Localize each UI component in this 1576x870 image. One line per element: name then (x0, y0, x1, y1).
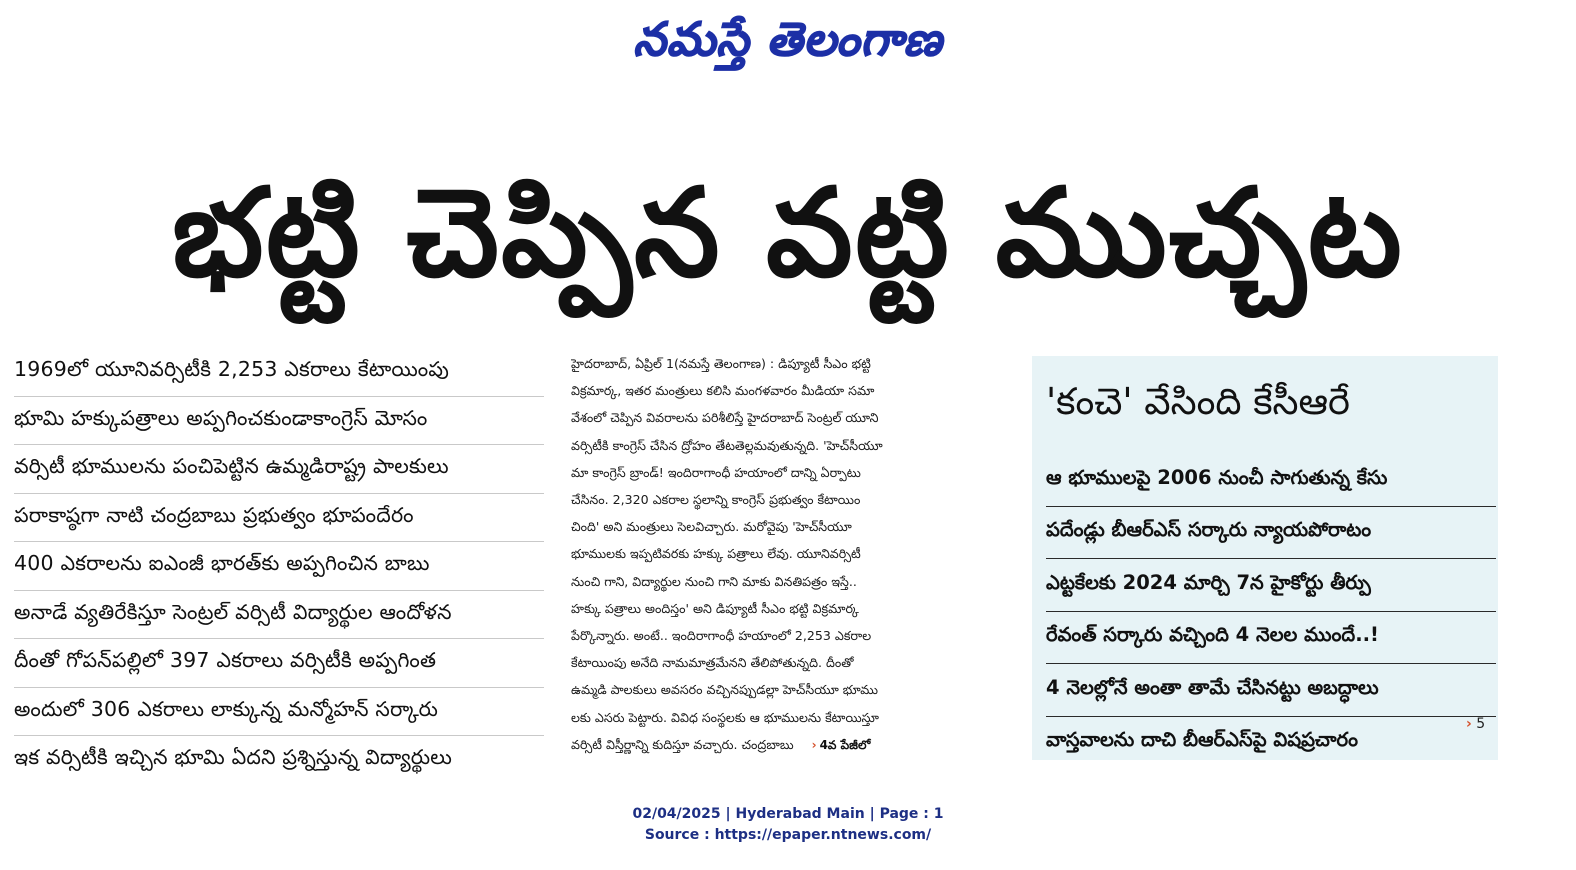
article-line: భూములకు ఇప్పటివరకు హక్కు పత్రాలు లేవు. యూనివర్సిటీ (571, 546, 861, 562)
highlight-line: పరాకాష్ఠగా నాటి చంద్రబాబు ప్రభుత్వం భూపందేరం (14, 494, 544, 543)
edition-info: 02/04/2025 | Hyderabad Main | Page : 1 (632, 806, 944, 822)
article-line: విక్రమార్క, ఇతర మంత్రులు కలిసి మంగళవారం మీడియా సమా (571, 383, 875, 399)
page-reference[interactable] (1466, 716, 1485, 732)
box-point: 4 నెలల్లోనే అంతా తామే చేసినట్టు అబద్ధాలు (1046, 663, 1496, 716)
source-link[interactable]: Source : https://epaper.ntnews.com/ (644, 827, 932, 843)
highlight-line: భూమి హక్కుపత్రాలు అప్పగించకుండాకాంగ్రెస్ మోసం (14, 397, 544, 446)
article-line: లకు ఎసరు పెట్టారు. వివిధ సంస్థలకు ఆ భూములను కేటాయిస్తూ (571, 709, 879, 725)
article-line: పేర్కొన్నారు. అంటే.. ఇందిరాగాంధీ హయాంలో 2,253 ఎకరాల (571, 627, 872, 643)
box-title: 'కంచె' వేసింది కేసీఆరే (1046, 380, 1350, 423)
headline: భట్టి చెప్పిన వట్టి ముచ్చట (172, 161, 1404, 304)
article-line-text: వర్సిటీ విస్తీర్ణాన్ని కుదిస్తూ వచ్చారు. చంద్రబాబు (571, 736, 794, 752)
continued-reference[interactable] (812, 738, 871, 755)
chevron-right-icon: › (1466, 716, 1472, 732)
article-line: నుంచి గాని, విద్యార్థుల నుంచి గాని మాకు వినతిపత్రం ఇస్తే.. (571, 573, 857, 589)
box-point: ఆ భూములపై 2006 నుంచీ సాగుతున్న కేసు (1046, 465, 1388, 489)
masthead (0, 0, 1576, 90)
box-point: ఎట్టకేలకు 2024 మార్చి 7న హైకోర్టు తీర్పు (1046, 558, 1496, 611)
page-reference-number: 5 (1476, 716, 1486, 732)
article-line: మా కాంగ్రెస్ బ్రాండ్! ఇందిరాగాంధీ హయాంలో దాన్ని ఏర్పాటు (571, 464, 861, 480)
article-line-last (571, 733, 1013, 760)
highlight-line: అందులో 306 ఎకరాలు లాక్కున్న మన్మోహన్ సర్కారు (14, 688, 544, 737)
continued-reference-label: 4వ పేజీలో (819, 737, 871, 752)
article-line: ఉమ్మడి పాలకులు అవసరం వచ్చినప్పుడల్లా హెచ్‌సీయూ భూము (571, 682, 878, 698)
box-point: వాస్తవాలను దాచి బీఆర్‌ఎస్‌పై విషప్రచారం (1046, 716, 1496, 769)
article-line: వేశంలో చెప్పిన వివరాలను పరిశీలిస్తే హైదరాబాద్ సెంట్రల్ యూని (571, 410, 879, 426)
highlight-line: 1969లో యూనివర్సిటీకి 2,253 ఎకరాలు కేటాయింపు (14, 348, 544, 397)
highlight-line: ఇక వర్సిటీకి ఇచ్చిన భూమి ఏదని ప్రశ్నిస్తున్న విద్యార్థులు (14, 745, 453, 770)
highlight-line: వర్సిటీ భూములను పంచిపెట్టిన ఉమ్మడిరాష్ట్ర పాలకులు (14, 445, 544, 494)
box-points (1046, 454, 1496, 768)
article-line: హక్కు పత్రాలు అందిస్తం' అని డిప్యూటీ సీఎం భట్టి విక్రమార్క (571, 600, 859, 616)
footer (0, 804, 1576, 846)
article-line: చింది' అని మంత్రులు సెలవిచ్చారు. మరోవైపు 'హెచ్‌సీయూ (571, 519, 852, 535)
sidebar-box (1032, 356, 1498, 760)
highlight-line: అనాడే వ్యతిరేకిస్తూ సెంట్రల్ వర్సిటీ విద్యార్థుల ఆందోళన (14, 591, 544, 640)
highlight-line: దీంతో గోపన్‌పల్లిలో 397 ఎకరాలు వర్సిటీకి అప్పగింత (14, 639, 544, 688)
article-body (571, 352, 1013, 772)
box-point: రేవంత్ సర్కారు వచ్చింది 4 నెలల ముందే..! (1046, 611, 1496, 664)
article-line: చేసినం. 2,320 ఎకరాల స్థలాన్ని కాంగ్రెస్ ప్రభుత్వం కేటాయిం (571, 492, 861, 508)
newspaper-logo: నమస్తే తెలంగాణ (633, 12, 943, 66)
left-column-highlights (14, 348, 544, 778)
article-line: హైదరాబాద్, ఏప్రిల్ 1(నమస్తే తెలంగాణ) : డిప్యూటీ సీఎం భట్టి (571, 356, 871, 372)
article-line: కేటాయింపు అనేది నామమాత్రమేనని తేలిపోతున్నది. దీంతో (571, 655, 854, 671)
chevron-right-icon: › (811, 737, 817, 752)
box-point: పదేండ్లు బీఆర్‌ఎస్ సర్కారు న్యాయపోరాటం (1046, 506, 1496, 559)
article-line: వర్సిటీకి కాంగ్రెస్ చేసిన ద్రోహం తేటతెల్లమవుతున్నది. 'హెచ్‌సీయూ (571, 437, 883, 453)
highlight-line: 400 ఎకరాలను ఐఎంజీ భారత్‌కు అప్పగించిన బాబు (14, 542, 544, 591)
